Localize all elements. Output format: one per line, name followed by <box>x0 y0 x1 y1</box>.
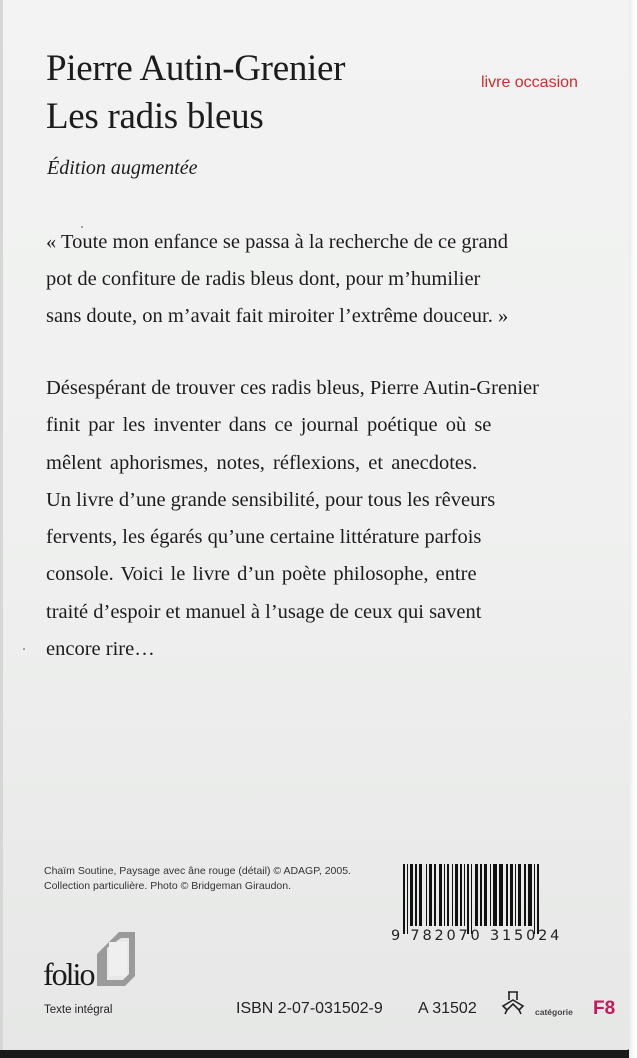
speck <box>81 226 83 228</box>
quote-line: sans doute, on m’avait fait miroiter l’extrême douceur. » <box>46 305 509 327</box>
category-value: F8 <box>593 998 616 1019</box>
description-line: mêlent aphorismes, notes, réflexions, et anecdotes. <box>46 451 478 474</box>
credits-line: Collection particulière. Photo © Bridgeman Giraudon. <box>44 880 292 892</box>
barcode-number: 9 782070 315024 <box>391 928 563 944</box>
folio-wordmark: folio <box>43 956 94 992</box>
description-line: finit par les inventer dans ce journal poétique où se <box>46 414 492 437</box>
full-text-label: Texte intégral <box>44 1004 113 1016</box>
category-label: catégorie <box>535 1007 573 1017</box>
folio-mark-icon <box>95 930 137 990</box>
gallimard-emblem-icon <box>499 990 527 1016</box>
description-line: encore rire… <box>46 638 155 661</box>
blurb-description <box>46 370 616 668</box>
description-line: Un livre d’une grande sensibilité, pour tous les rêveurs <box>46 488 496 511</box>
credits-line: Chaïm Soutine, Paysage avec âne rouge (détail) © ADAGP, 2005. <box>44 865 351 877</box>
quote-line: « Toute mon enfance se passa à la recherche de ce grand <box>46 231 509 253</box>
blurb-quote <box>46 224 606 335</box>
author-name: Pierre Autin-Grenier <box>46 48 346 89</box>
folio-logo <box>43 930 137 990</box>
description-line: fervents, les égarés qu’une certaine littérature parfois <box>46 526 482 549</box>
catalog-code: A 31502 <box>418 1000 477 1017</box>
description-line: traité d’espoir et manuel à l’usage de ceux qui savent <box>46 600 482 623</box>
edition-label: Édition augmentée <box>47 157 198 179</box>
barcode-icon <box>403 864 588 934</box>
book-title: Les radis bleus <box>46 96 264 137</box>
speck <box>23 648 25 650</box>
used-book-badge: livre occasion <box>481 74 578 91</box>
image-credits <box>44 864 351 894</box>
quote-line: pot de confiture de radis bleus dont, pour m’humilier <box>46 268 481 290</box>
cover-edge <box>629 0 637 1058</box>
description-line: Désespérant de trouver ces radis bleus, Pierre Autin-Grenier <box>46 377 539 399</box>
description-line: console. Voici le livre d’un poète philosophe, entre <box>46 563 477 586</box>
isbn: ISBN 2-07-031502-9 <box>236 1000 383 1017</box>
